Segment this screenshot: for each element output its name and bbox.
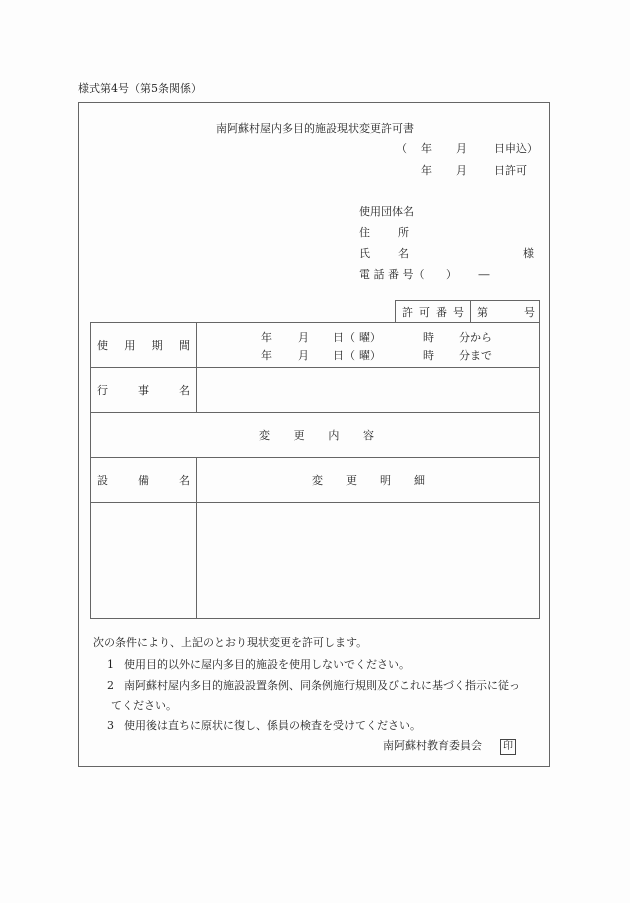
application-month: 月 — [456, 142, 467, 155]
form-number-label: 様式第4号（第5条関係） — [78, 82, 202, 95]
condition-item-1: 1 使用目的以外に屋内多目的施設を使用しないでください。 — [107, 658, 410, 671]
change-content-row — [91, 413, 540, 458]
period-start: 年 月 日（ 曜） 時 分から — [261, 331, 492, 344]
period-value[interactable] — [197, 323, 540, 368]
permit-number-label: 許 可 番 号 — [396, 301, 471, 323]
seal-icon: 印 — [500, 739, 516, 755]
facility-label: 設 備 名 — [91, 458, 197, 503]
permit-month: 月 — [456, 164, 467, 177]
issuer-name: 南阿蘇村教育委員会 — [383, 739, 482, 752]
conditions-intro: 次の条件により、上記のとおり現状変更を許可します。 — [93, 636, 368, 649]
change-content-header: 変 更 内 容 — [91, 413, 540, 458]
phone-label: 電 話 番 号（ ） ― — [359, 268, 490, 281]
application-date — [396, 140, 538, 156]
change-detail-value[interactable] — [197, 503, 540, 619]
period-label: 使 用 期 間 — [91, 323, 197, 368]
facility-detail-row — [91, 503, 540, 619]
condition-item-3: 3 使用後は直ちに原状に復し、係員の検査を受けてください。 — [107, 719, 421, 732]
period-row — [91, 323, 540, 368]
permit-day: 日許可 — [494, 164, 527, 177]
event-row — [91, 368, 540, 413]
permit-table — [90, 322, 540, 619]
condition-item-2: 2 南阿蘇村屋内多目的施設設置条例、同条例施行規則及びこれに基づく指示に従っ — [107, 679, 520, 692]
condition-item-2-continuation: てください。 — [111, 699, 177, 712]
name-label: 氏 名 — [359, 247, 409, 260]
application-day: 日申込） — [494, 142, 538, 155]
issuer — [383, 737, 516, 755]
group-name-label: 使用団体名 — [359, 205, 414, 218]
facility-value[interactable] — [91, 503, 197, 619]
change-detail-header: 変 更 明 細 — [197, 458, 540, 503]
event-value[interactable] — [197, 368, 540, 413]
honorific: 様 — [523, 247, 534, 260]
facility-header-row — [91, 458, 540, 503]
permit-number-value[interactable]: 第 号 — [477, 306, 535, 319]
event-label: 行 事 名 — [91, 368, 197, 413]
application-year: 年 — [421, 142, 432, 155]
permit-year: 年 — [421, 164, 432, 177]
address-label: 住 所 — [359, 226, 409, 239]
permit-number-box — [395, 300, 540, 323]
form-title: 南阿蘇村屋内多目的施設現状変更許可書 — [216, 122, 414, 135]
period-end: 年 月 日（ 曜） 時 分まで — [261, 349, 492, 362]
open-paren: （ — [396, 142, 407, 155]
